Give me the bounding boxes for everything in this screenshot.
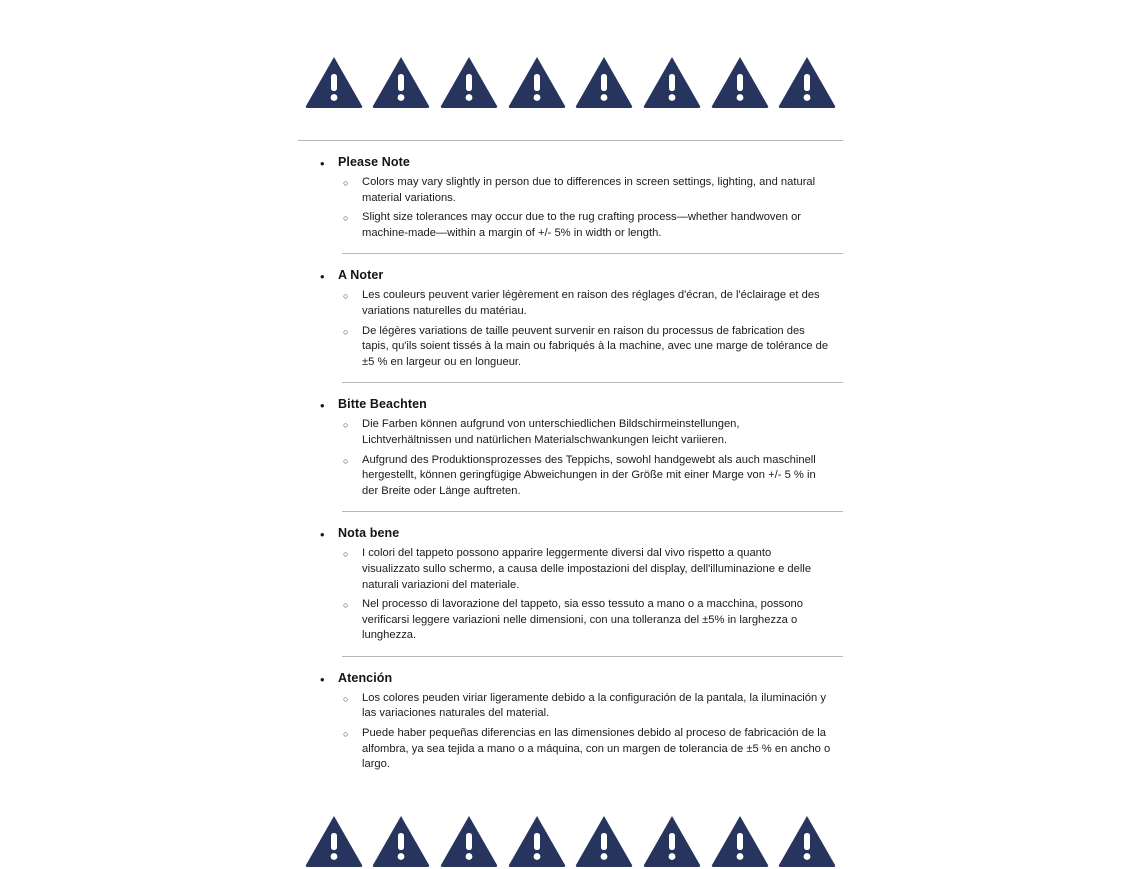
list-item (339, 726, 843, 773)
warning-triangle-icon (507, 813, 567, 869)
note-text: Los colores peuden viriar ligeramente debido a la configuración de la pantala, la iluminación y las variaciones naturales del material. (362, 691, 826, 720)
sub-bullet-icon: ○ (343, 600, 349, 611)
warning-triangle-icon (371, 813, 431, 869)
warning-triangle-icon (439, 54, 499, 110)
sub-list (339, 691, 843, 773)
sub-bullet-icon: ○ (343, 549, 349, 560)
note-text: De légères variations de taille peuvent survenir en raison du processus de fabrication des tapis, qu'ils soient tissés à la main ou fabriqués à la machine, avec une marge de tolérance de ±5 % en largeur ou en longueur. (362, 324, 829, 368)
warning-triangle-icon (642, 813, 702, 869)
list-item (339, 324, 843, 371)
sub-list (339, 417, 843, 499)
sub-bullet-icon: ○ (343, 693, 349, 704)
section-heading: Atención (338, 670, 393, 685)
note-text: Puede haber pequeñas diferencias en las dimensiones debido al proceso de fabricación de la alfombra, ya sea tejida a mano o a máquina, con un margen de tolerancia de ±5 % en ancho o largo. (362, 727, 831, 771)
warning-triangle-icon (304, 54, 364, 110)
list-item (339, 546, 843, 593)
list-item (320, 670, 843, 688)
warning-triangle-icon (439, 813, 499, 869)
sub-bullet-icon: ○ (343, 213, 349, 224)
sub-bullet-icon: ○ (343, 291, 349, 302)
note-text: Colors may vary slightly in person due to differences in screen settings, lighting, and natural material variations. (362, 176, 816, 204)
list-item (339, 288, 843, 319)
sub-list (339, 288, 843, 370)
list-item (339, 597, 843, 644)
warning-triangle-icon (574, 54, 634, 110)
note-text: Aufgrund des Produktionsprozesses des Teppichs, sowohl handgewebt als auch maschinell hergestellt, können geringfügige Abweichungen in der Größe mit einer Marge von +/- 5 % in der Breite oder Länge auftreten. (362, 453, 816, 497)
note-section-french (298, 254, 843, 383)
list-item (320, 154, 843, 172)
warning-icon-row-top (304, 54, 838, 110)
note-text: Nel processo di lavorazione del tappeto, sia esso tessuto a mano o a macchina, possono verificarsi leggere variazioni nelle dimensioni, con una tolleranza del ±5% in larghezza o lunghezza. (362, 598, 803, 642)
list-item (339, 210, 843, 241)
list-item (339, 417, 843, 448)
list-item (320, 267, 843, 285)
sub-bullet-icon: ○ (343, 326, 349, 337)
section-heading: Please Note (338, 155, 410, 169)
warning-triangle-icon (574, 813, 634, 869)
warning-triangle-icon (304, 813, 364, 869)
sub-bullet-icon: ○ (343, 178, 349, 188)
warning-triangle-icon (642, 54, 702, 110)
note-section-german (298, 383, 843, 512)
section-heading: A Noter (338, 268, 384, 283)
note-text: Les couleurs peuvent varier légèrement en raison des réglages d'écran, de l'éclairage et des variations naturelles du matériau. (362, 289, 820, 317)
sub-list (339, 546, 843, 644)
list-item (339, 175, 843, 206)
sub-bullet-icon: ○ (343, 420, 349, 431)
warning-triangle-icon (777, 813, 837, 869)
section-heading: Nota bene (338, 526, 400, 541)
note-text: Slight size tolerances may occur due to the rug crafting process—whether handwoven or machine-made—within a margin of +/- 5% in width or length. (362, 211, 802, 239)
warning-triangle-icon (371, 54, 431, 110)
section-heading: Bitte Beachten (338, 397, 427, 412)
warning-triangle-icon (777, 54, 837, 110)
warning-triangle-icon (710, 813, 770, 869)
bullet-icon: • (320, 671, 325, 687)
sub-list (339, 175, 843, 241)
document-content (298, 40, 843, 869)
warning-icon-row-bottom (304, 813, 838, 869)
sub-bullet-icon: ○ (343, 729, 349, 740)
note-section-italian (298, 512, 843, 657)
list-item (320, 525, 843, 543)
warning-triangle-icon (710, 54, 770, 110)
bullet-icon: • (320, 269, 325, 285)
note-section-english (298, 141, 843, 254)
bullet-icon: • (320, 156, 325, 171)
bullet-icon: • (320, 527, 325, 543)
note-text: Die Farben können aufgrund von unterschiedlichen Bildschirmeinstellungen, Lichtverhältnissen und natürlichen Materialschwankungen leicht variieren. (362, 418, 740, 446)
list-item (339, 691, 843, 722)
bullet-icon: • (320, 398, 325, 414)
sub-bullet-icon: ○ (343, 455, 349, 466)
list-item (320, 396, 843, 414)
warning-triangle-icon (507, 54, 567, 110)
note-text: I colori del tappeto possono apparire leggermente diversi dal vivo rispetto a quanto visualizzato sullo schermo, a causa delle impostazioni del display, dell'illuminazione e delle naturali variazioni del materiale. (362, 547, 812, 591)
note-section-spanish (298, 657, 843, 785)
list-item (339, 453, 843, 500)
